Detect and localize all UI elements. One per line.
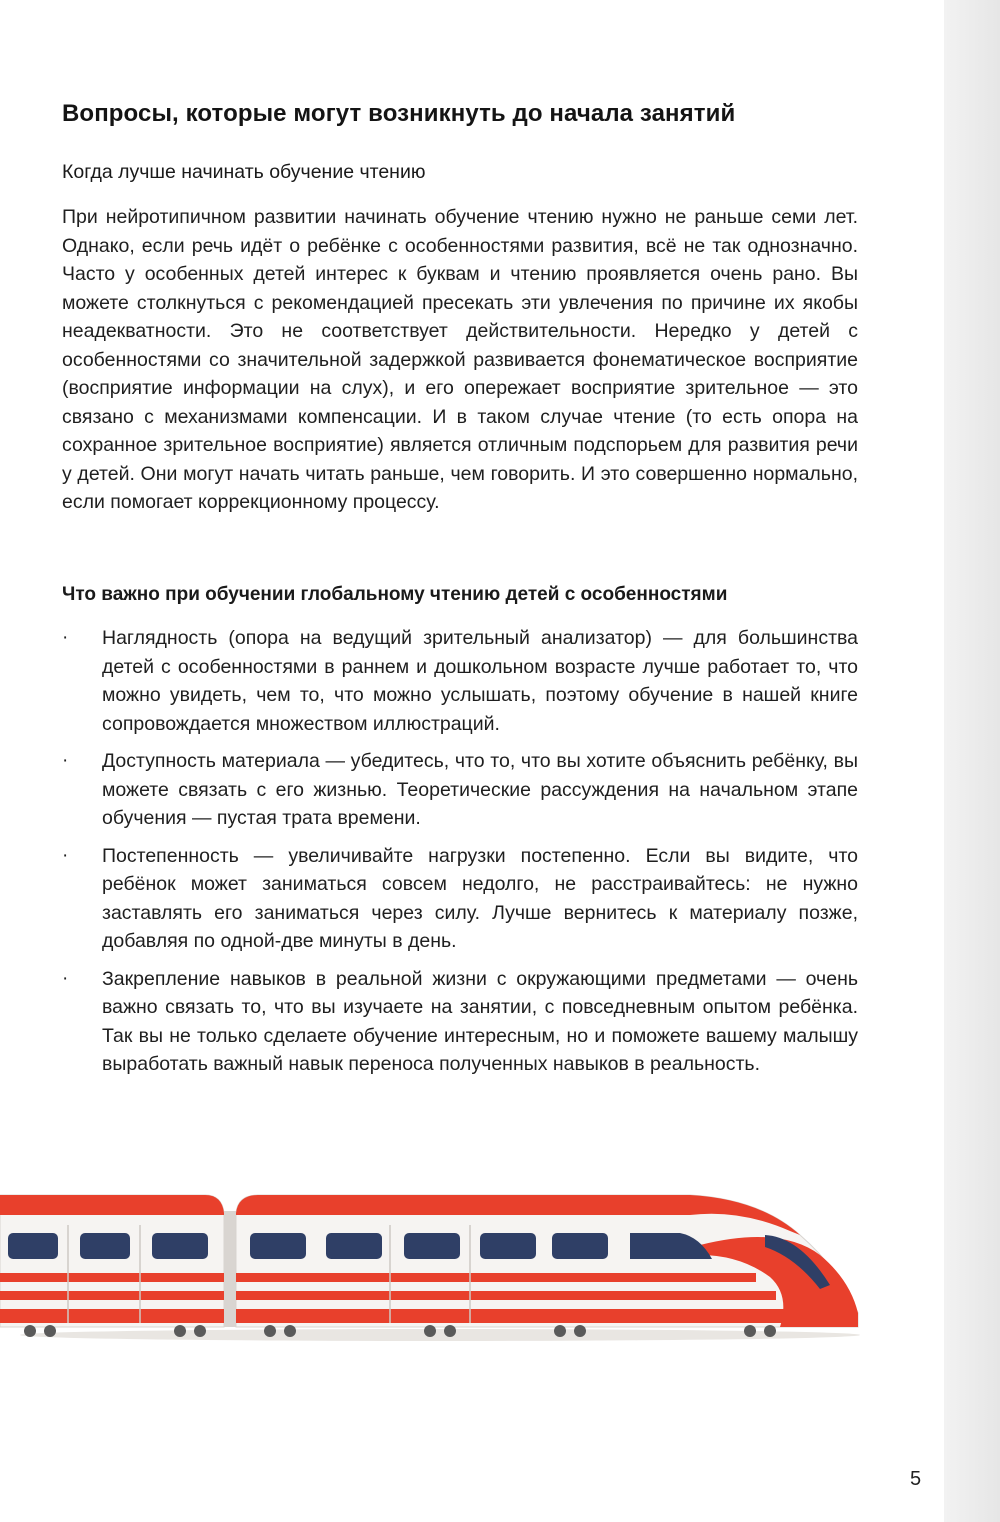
list-item-text: Постепенность — увеличивайте нагрузки постепенно. Если вы видите, что ребёнок может заниматься совсем недолго, не расстраивайтесь: не нужно заставлять его заниматься через силу. Лучше вернитесь к материалу позже, добавляя по одной-две минуты в день. <box>102 844 858 952</box>
bullet-icon: · <box>62 844 69 866</box>
list-item-text: Доступность материала — убедитесь, что то, что вы хотите объяснить ребёнку, вы можете связать с его жизнью. Теоретические рассуждения на начальном этапе обучения — пустая трата времени. <box>102 750 858 829</box>
train-illustration <box>0 1185 870 1360</box>
bullet-icon: · <box>62 967 69 989</box>
principles-list <box>62 624 858 1088</box>
bullet-icon: · <box>62 627 69 648</box>
bullet-icon: · <box>62 750 69 771</box>
list-item <box>62 624 858 738</box>
page-edge <box>944 0 1000 1522</box>
section-title-when-to-start: Когда лучше начинать обучение чтению <box>62 161 426 183</box>
page-heading: Вопросы, которые могут возникнуть до начала занятий <box>62 100 736 127</box>
list-item <box>62 842 858 956</box>
section-text-when-to-start: При нейротипичном развитии начинать обучение чтению нужно не раньше семи лет. Однако, если речь идёт о ребёнке с особенностями развития, всё не так однозначно. Часто у особенных детей интерес к буквам и чтению проявляется очень рано. Вы можете столкнуться с рекомендацией пресекать эти увлечения по причине их якобы неадекватности. Это не соответствует действительности. Нередко у детей с особенностями со значительной задержкой развивается фонематическое восприятие (восприятие информации на слух), и его опережает восприятие зрительное — это связано с механизмами компенсации. И в таком случае чтение (то есть опора на сохранное зрительное восприятие) является отличным подспорьем для развития речи у детей. Они могут начать читать раньше, чем говорить. И это совершенно нормально, если помогает коррекционному процессу. <box>62 206 858 513</box>
section-title-what-is-important: Что важно при обучении глобальному чтению детей с особенностями <box>62 584 728 605</box>
list-item <box>62 965 858 1079</box>
list-item-text: Наглядность (опора на ведущий зрительный анализатор) — для большинства детей с особенностями в раннем и дошкольном возрасте лучше работает то, что можно увидеть, чем то, что можно услышать, поэтому обучение в нашей книге сопровождается множеством иллюстраций. <box>102 627 858 735</box>
list-item <box>62 747 858 833</box>
page-number: 5 <box>910 1468 922 1490</box>
list-item-text: Закрепление навыков в реальной жизни с окружающими предметами — очень важно связать то, что вы изучаете на занятии, с повседневным опытом ребёнка. Так вы не только сделаете обучение интересным, но и поможете вашему малышу выработать важный навык переноса полученных навыков в реальность. <box>102 967 858 1075</box>
